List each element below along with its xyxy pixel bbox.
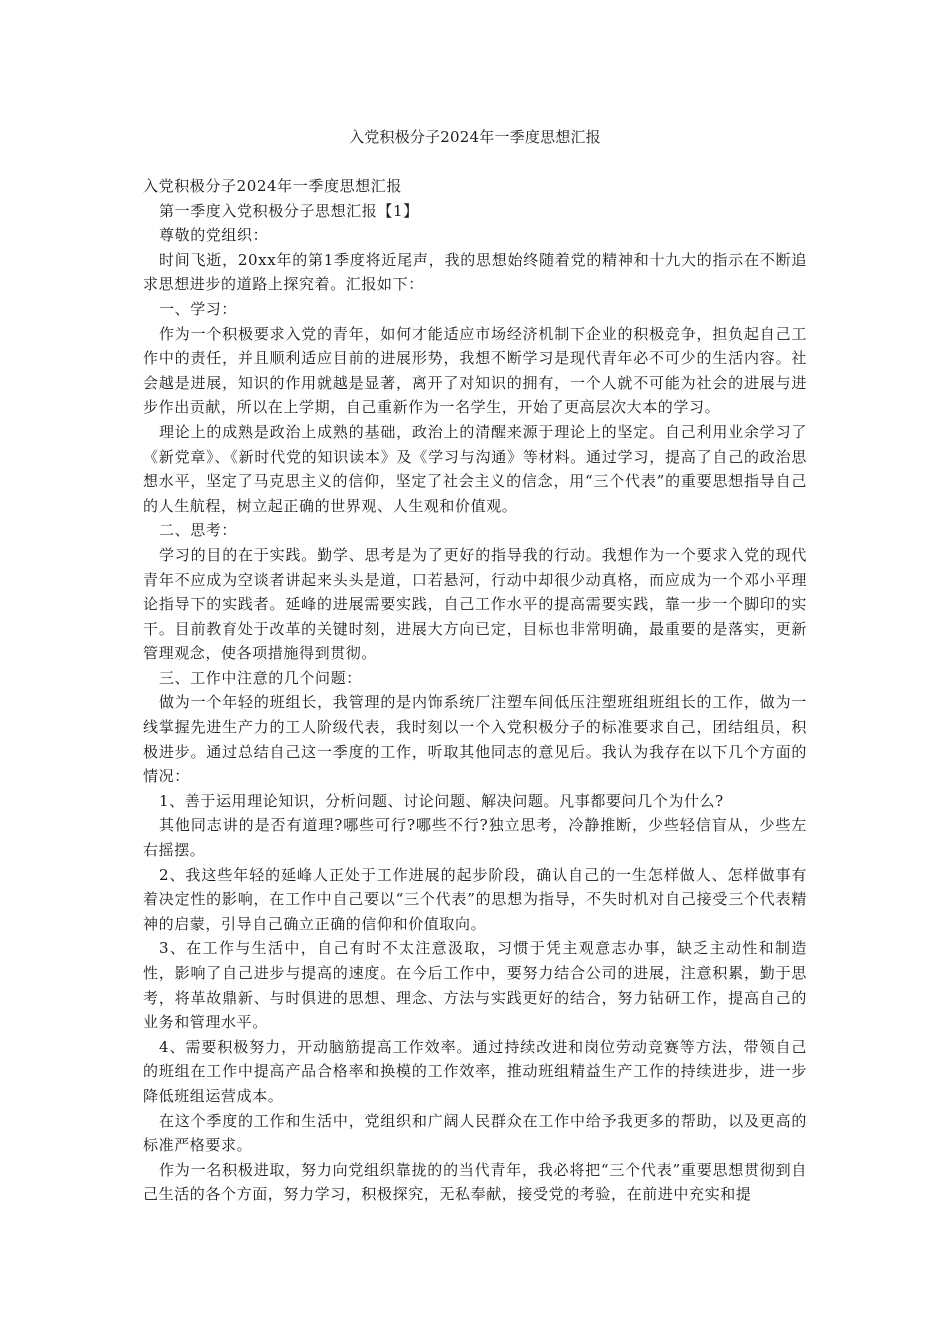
document-title: 入党积极分子2024年一季度思想汇报 [349,128,601,146]
paragraph: 理论上的成熟是政治上成熟的基础，政治上的清醒来源于理论上的坚定。自己利用业余学习了《新党章》、《新时代党的知识读本》及《学习与沟通》等材料。通过学习，提高了自己的政治思想水平，坚定了马克思主义的信仰，坚定了社会主义的信念，用“三个代表”的重要思想指导自己的人生航程，树立起正确的世界观、人生观和价值观。 [143,422,807,515]
list-item: 4、需要积极努力，开动脑筋提高工作效率。通过持续改进和岗位劳动竞赛等方法，带领自己的班组在工作中提高产品合格率和换模的工作效率，推动班组精益生产工作的持续进步，进一步降低班组运营成本。 [143,1037,807,1105]
section-heading-thinking: 二、思考： [159,521,238,540]
paragraph: 学习的目的在于实践。勤学、思考是为了更好的指导我的行动。我想作为一个要求入党的现代青年不应成为空谈者讲起来头头是道，口若悬河，行动中却很少动真格，而应成为一个邓小平理论指导下的实践者。延峰的进展需要实践，自己工作水平的提高需要实践，靠一步一个脚印的实干。目前教育处于改革的关键时刻，进展大方向已定，目标也非常明确，最重要的是落实，更新管理观念，使各项措施得到贯彻。 [143,545,807,663]
salutation: 尊敬的党组织： [159,226,269,245]
section-heading-study: 一、学习： [159,299,238,318]
paragraph: 作为一名积极进取，努力向党组织靠拢的的当代青年，我必将把“三个代表”重要思想贯彻到自己生活的各个方面，努力学习，积极探究，无私奉献，接受党的考验，在前进中充实和提 [143,1160,807,1204]
list-item: 2、我这些年轻的延峰人正处于工作进展的起步阶段，确认自己的一生怎样做人、怎样做事有着决定性的影响，在工作中自己要以“三个代表”的思想为指导，不失时机对自己接受三个代表精神的启蒙，引导自己确立正确的信仰和价值取向。 [143,865,807,933]
body-heading: 入党积极分子2024年一季度思想汇报 [143,177,402,195]
document-body [143,174,807,1207]
paragraph: 在这个季度的工作和生活中，党组织和广阔人民群众在工作中给予我更多的帮助，以及更高的标准严格要求。 [143,1111,807,1155]
paragraph: 做为一个年轻的班组长，我管理的是内饰系统厂注塑车间低压注塑班组班组长的工作，做为一线掌握先进生产力的工人阶级代表，我时刻以一个入党积极分子的标准要求自己，团结组员，积极进步。通过总结自己这一季度的工作，听取其他同志的意见后。我认为我存在以下几个方面的情况： [143,693,807,786]
list-item: 1、善于运用理论知识，分析问题、讨论问题、解决问题。凡事都要问几个为什么? [159,791,724,810]
paragraph: 作为一个积极要求入党的青年，如何才能适应市场经济机制下企业的积极竞争，担负起自己工作中的责任，并且顺利适应目前的进展形势，我想不断学习是现代青年必不可少的生活内容。社会越是进展，知识的作用就越是显著，离开了对知识的拥有，一个人就不可能为社会的进展与进步作出贡献，所以在上学期，自己重新作为一名学生，开始了更高层次大本的学习。 [143,324,807,417]
paragraph: 其他同志讲的是否有道理?哪些可行?哪些不行?独立思考，冷静推断，少些轻信盲从，少些左右摇摆。 [143,816,807,860]
list-item: 3、在工作与生活中，自己有时不太注意汲取，习惯于凭主观意志办事，缺乏主动性和制造性，影响了自己进步与提高的速度。在今后工作中，要努力结合公司的进展，注意积累，勤于思考，将革故鼎新、与时俱进的思想、理念、方法与实践更好的结合，努力钻研工作，提高自己的业务和管理水平。 [143,939,807,1032]
section-heading-work-issues: 三、工作中注意的几个问题： [159,668,362,687]
paragraph-intro: 时间飞逝，20xx年的第1季度将近尾声，我的思想始终随着党的精神和十九大的指示在不断追求思想进步的道路上探究着。汇报如下： [143,250,807,294]
section-subtitle: 第一季度入党积极分子思想汇报【1】 [159,201,419,220]
